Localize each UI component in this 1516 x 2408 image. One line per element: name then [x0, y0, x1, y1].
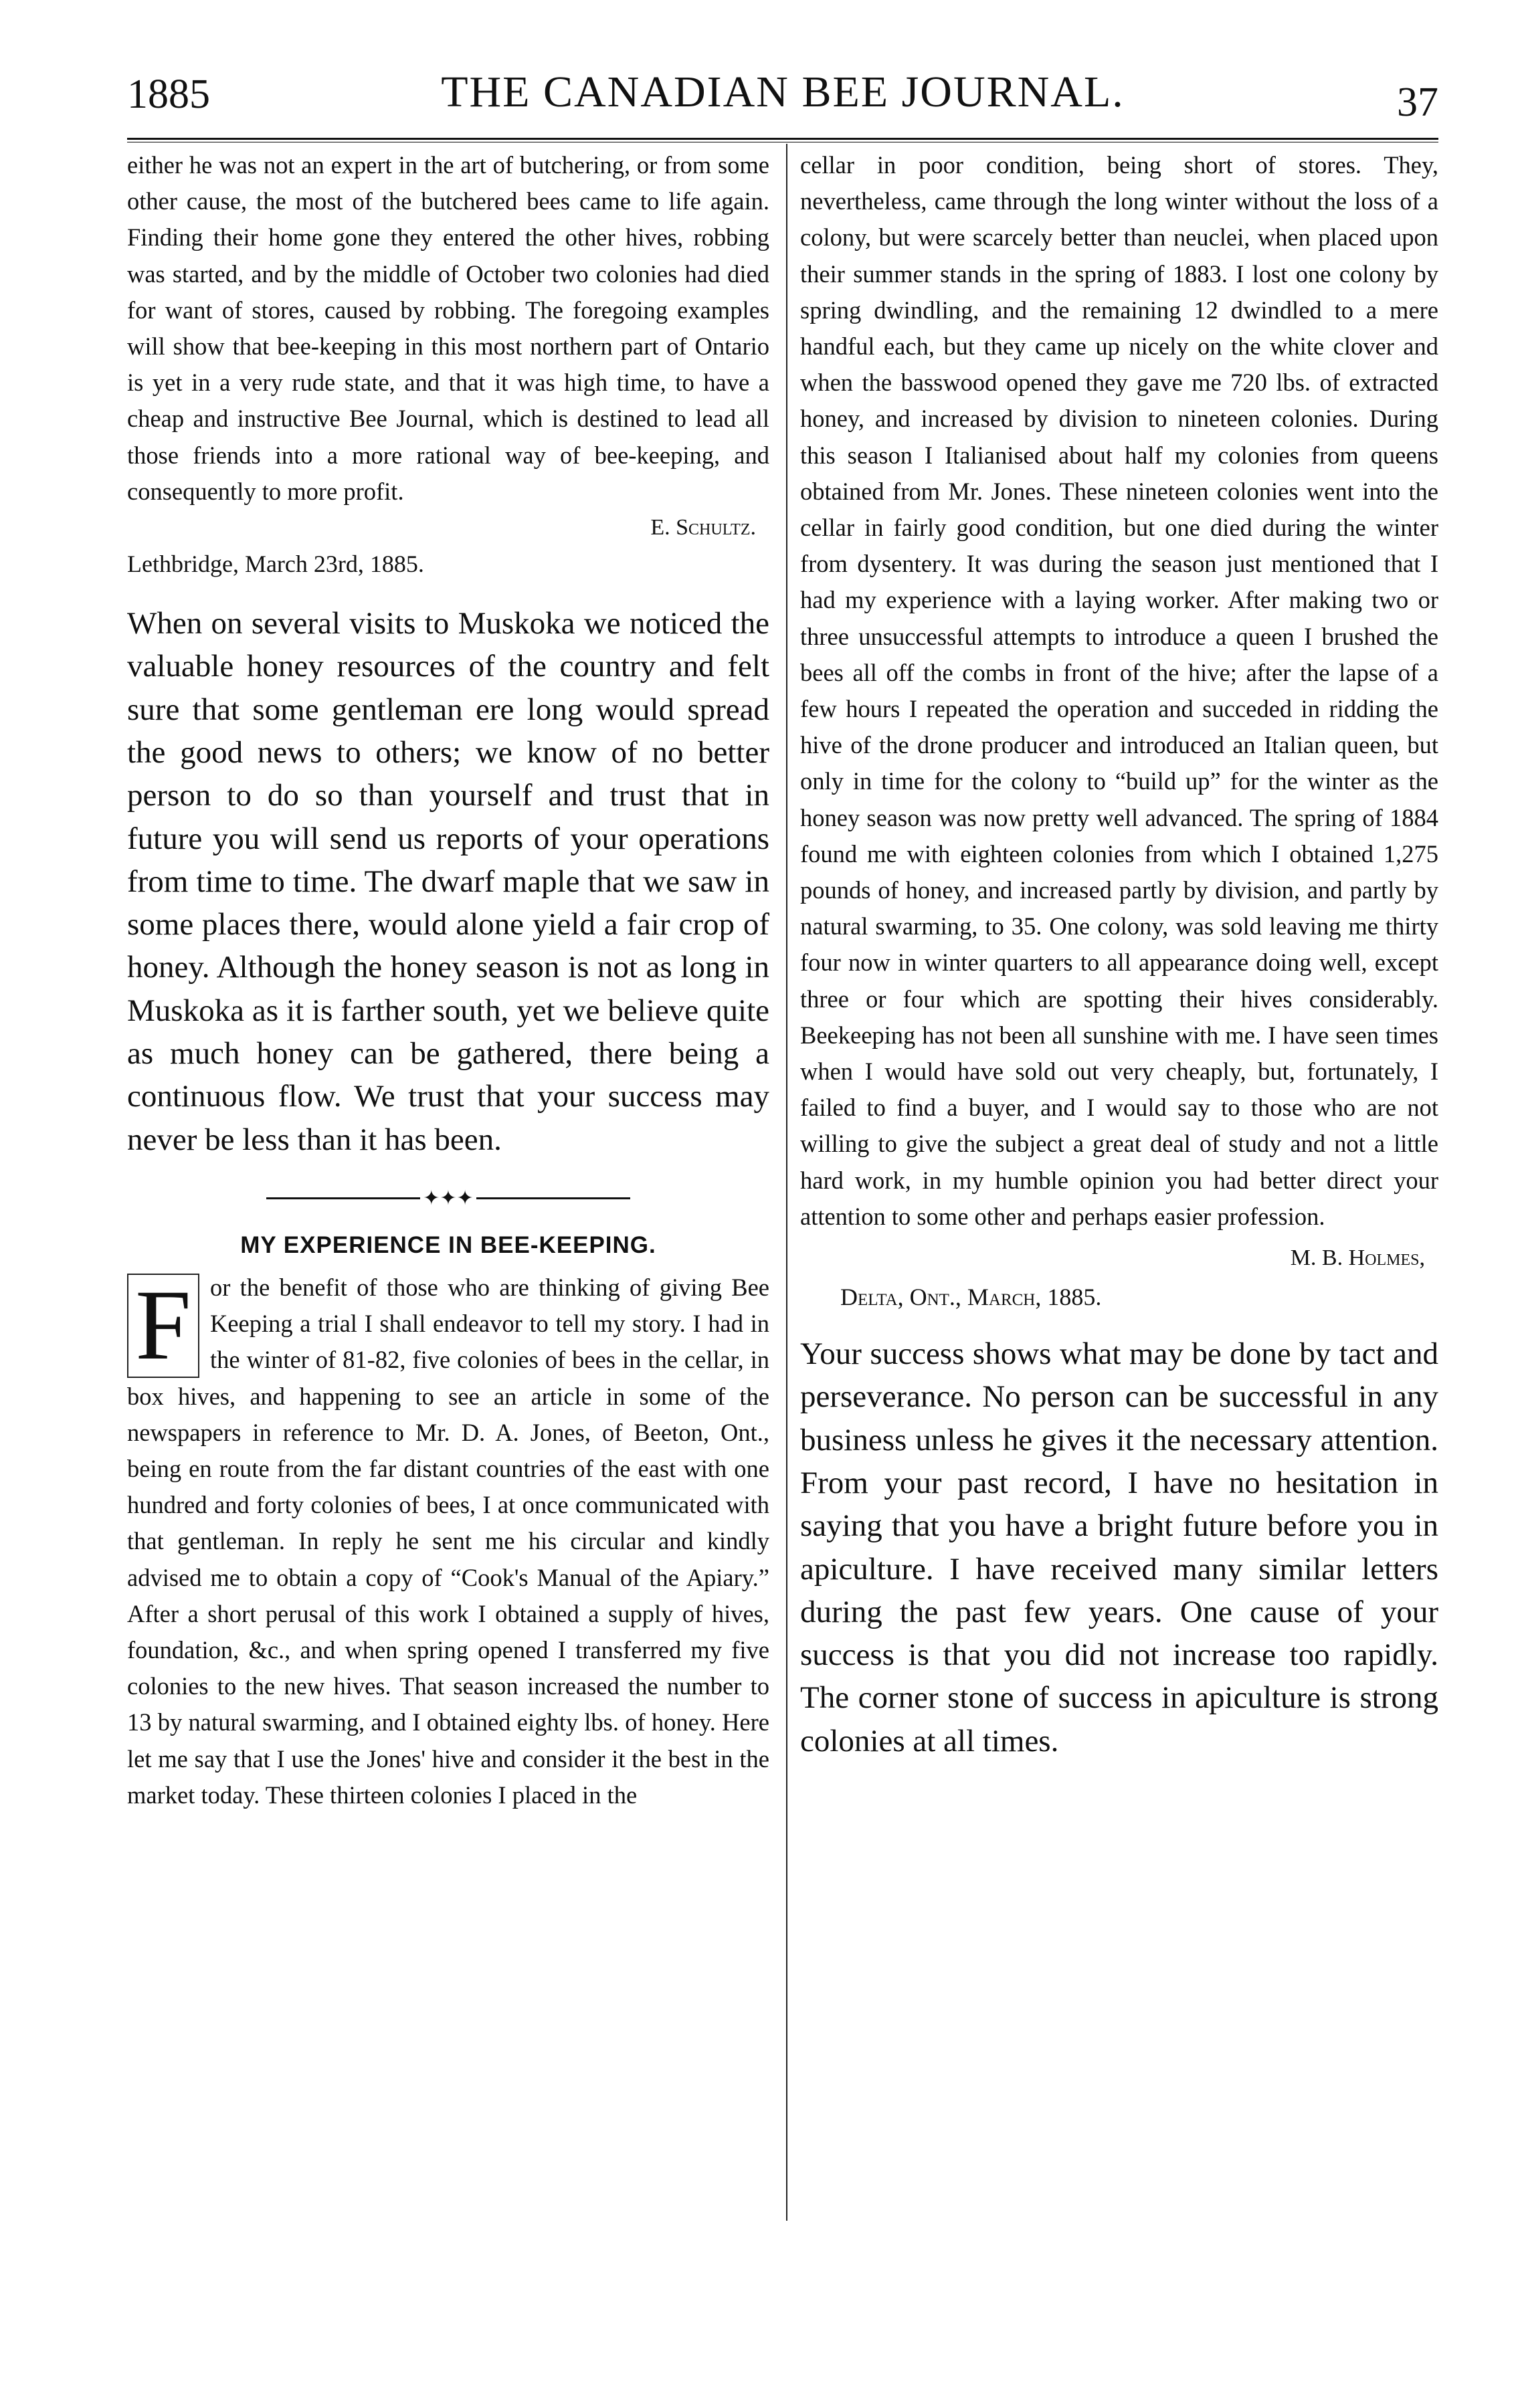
article-continued-paragraph: cellar in poor condition, being short of stores. They, nevertheless, came through the long winter without the loss of a colony, but were scarcely better than neuclei, when placed upon their summer stands in the spring of 1883. I lost one colony by spring dwindling, and the remaining 12 dwindled to a mere handful each, but they came up nicely on the white clover and when the basswood opened they gave me 720 lbs. of extracted honey, and increased by division to nineteen colonies. During this season I Italianised about half my colonies from queens obtained from Mr. Jones. These nineteen colonies went into the cellar in fairly good condition, but one died during the winter from dysentery. It was during the season just mentioned that I had my experience with a laying worker. After making two or three unsuccessful attempts to introduce a queen I brushed the bees all off the combs in front of the hive; after the lapse of a few hours I repeated the operation and succeded in ridding the hive of the drone producer and introduced an Italian queen, but only in time for the colony to “build up” for the winter as the honey season was now pretty well advanced. The spring of 1884 found me with eighteen colonies from which I obtained 1,275 pounds of honey, and increased partly by division, and partly by natural swarming, to 35. One colony, was sold leaving me thirty four now in winter quarters to all appearance doing well, except three or four which are spotting their hives considerably. Beekeeping has not been all sunshine with me. I have seen times when I would have sold out very cheaply, but, fortunately, I failed to find a buyer, and I would say to those who are not willing to give the subject a great deal of study and not a little hard work, in my humble opinion you had better direct your attention to some other and perhaps easier profession.	[800, 151, 1438, 1230]
section-ornament	[127, 1180, 769, 1217]
letter-paragraph: either he was not an expert in the art of butchering, or from some other cause, the most of the butchered bees came to life again. Finding their home gone they entered the other hives, robbing was started, and by the middle of October two colonies had died for want of stores, caused by robbing. The foregoing examples will show that bee-keeping in this most northern part of Ontario is yet in a very rude state, and that it was high time, to have a cheap and instructive Bee Journal, which is destined to lead all those friends into a more rational way of bee-keeping, and consequently to more profit.	[127, 151, 769, 505]
dateline-delta: Delta, Ont., March, 1885.	[840, 1284, 1102, 1311]
journal-title: THE CANADIAN BEE JOURNAL.	[441, 68, 1125, 116]
header-year: 1885	[127, 72, 210, 117]
article-body	[127, 1270, 769, 1813]
signature-schultz: E. Schultz.	[650, 515, 756, 540]
page-number: 37	[1397, 80, 1438, 125]
drop-cap-initial	[127, 1269, 199, 1381]
ornament-line-right	[476, 1197, 630, 1199]
article-heading: MY EXPERIENCE IN BEE-KEEPING.	[240, 1231, 656, 1258]
dateline-lethbridge: Lethbridge, March 23rd, 1885.	[127, 550, 424, 578]
drop-cap-letter: F	[135, 1269, 191, 1381]
signature-holmes: M. B. Holmes,	[1290, 1245, 1425, 1271]
right-column	[800, 147, 1438, 1763]
ornament-mark: ✦✦✦	[423, 1187, 474, 1209]
editor-reply-2: Your success shows what may be done by tact and perseverance. No person can be successful in any business unless he gives it the necessary attention. From your past record, I have no hesitation in saying that you have a bright future before you in apiculture. I have received many similar letters during the past few years. One cause of your success is that you did not increase too rapidly. The corner stone of success in apiculture is strong colonies at all times.	[800, 1336, 1438, 1759]
page-header	[127, 59, 1438, 132]
left-column	[127, 147, 769, 1813]
article-paragraph: or the benefit of those who are thinking of giving Bee Keeping a trial I shall endeavor to tell my story. I had in the winter of 81-82, five colonies of bees in the cellar, in box hives, and happening to see an article in some of the newspapers in reference to Mr. D. A. Jones, of Beeton, Ont., being en route from the far distant countries of the east with one hundred and forty colonies of bees, I at once communicated with that gentleman. In reply he sent me his circular and kindly advised me to obtain a copy of “Cook's Manual of the Apiary.” After a short perusal of this work I obtained a supply of hives, foundation, &c., and when spring opened I transferred my five colonies to the new hives. That season increased the number to 13 by natural swarming, and I obtained eighty lbs. of honey. Here let me say that I use the Jones' hive and consider it the best in the market today. These thirteen colonies I placed in the	[127, 1273, 769, 1809]
column-divider	[786, 144, 787, 2221]
ornament-line-left	[266, 1197, 420, 1199]
header-rule	[127, 138, 1438, 140]
editor-reply: When on several visits to Muskoka we noticed the valuable honey resources of the country and felt sure that some gentleman ere long would spread the good news to others; we know of no better person to do so than yourself and trust that in future you will send us reports of your operations from time to time. The dwarf maple that we saw in some places there, would alone yield a fair crop of honey. Although the honey season is not as long in Muskoka as it is farther south, yet we believe quite as much honey can be gathered, there being a continuous flow. We trust that your success may never be less than it has been.	[127, 606, 769, 1157]
